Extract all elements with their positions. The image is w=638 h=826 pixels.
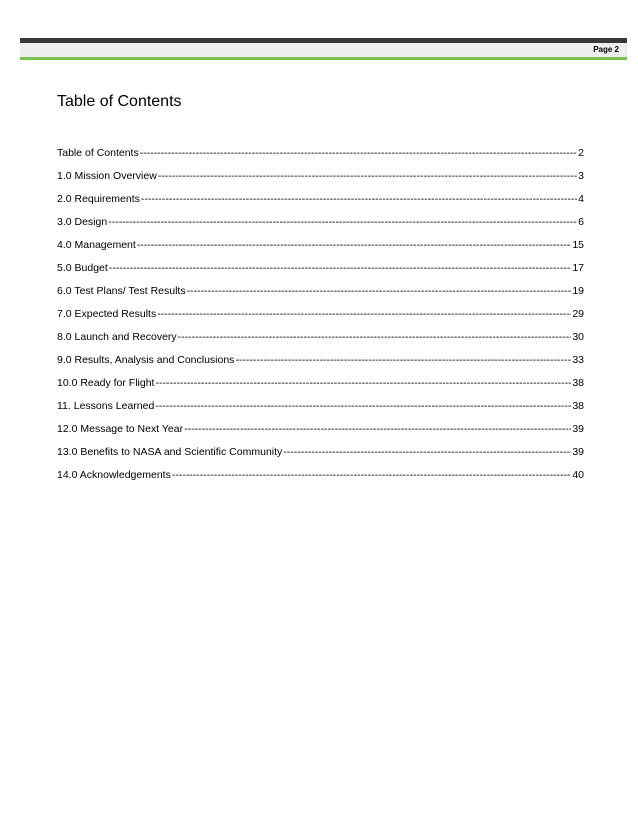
toc-dot-leader bbox=[187, 283, 572, 300]
toc-entry[interactable] bbox=[57, 168, 584, 191]
toc-entry-title: 2.0 Requirements bbox=[57, 193, 140, 205]
toc-entry-title: 4.0 Management bbox=[57, 239, 136, 251]
toc-list bbox=[57, 145, 584, 490]
toc-entry[interactable] bbox=[57, 145, 584, 168]
toc-entry-page-number: 30 bbox=[572, 331, 584, 343]
toc-entry-title: 14.0 Acknowledgements bbox=[57, 469, 171, 481]
toc-entry-page-number: 40 bbox=[572, 469, 584, 481]
toc-dot-leader bbox=[108, 214, 577, 231]
toc-entry-page-number: 15 bbox=[572, 239, 584, 251]
header-green-rule bbox=[20, 57, 627, 60]
toc-entry[interactable] bbox=[57, 375, 584, 398]
toc-entry-page-number: 19 bbox=[572, 285, 584, 297]
toc-entry-title: 8.0 Launch and Recovery bbox=[57, 331, 177, 343]
toc-entry[interactable] bbox=[57, 283, 584, 306]
toc-dot-leader bbox=[235, 352, 571, 369]
toc-entry[interactable] bbox=[57, 467, 584, 490]
toc-dot-leader bbox=[157, 306, 571, 323]
toc-dot-leader bbox=[283, 444, 571, 461]
toc-heading: Table of Contents bbox=[57, 93, 182, 110]
toc-entry-page-number: 38 bbox=[572, 377, 584, 389]
toc-entry-page-number: 38 bbox=[572, 400, 584, 412]
toc-entry[interactable] bbox=[57, 306, 584, 329]
toc-dot-leader bbox=[137, 237, 572, 254]
toc-entry[interactable] bbox=[57, 260, 584, 283]
toc-entry-page-number: 2 bbox=[578, 147, 584, 159]
toc-dot-leader bbox=[178, 329, 572, 346]
toc-entry[interactable] bbox=[57, 191, 584, 214]
toc-entry-title: 5.0 Budget bbox=[57, 262, 108, 274]
toc-entry-title: 3.0 Design bbox=[57, 216, 108, 228]
toc-dot-leader bbox=[184, 421, 571, 438]
toc-entry[interactable] bbox=[57, 237, 584, 260]
toc-entry-page-number: 17 bbox=[572, 262, 584, 274]
toc-entry[interactable] bbox=[57, 444, 584, 467]
toc-entry-page-number: 39 bbox=[572, 423, 584, 435]
toc-dot-leader bbox=[109, 260, 572, 277]
toc-entry[interactable] bbox=[57, 421, 584, 444]
toc-entry[interactable] bbox=[57, 352, 584, 375]
toc-dot-leader bbox=[155, 398, 571, 415]
toc-entry-title: 13.0 Benefits to NASA and Scientific Community bbox=[57, 446, 283, 458]
toc-entry-page-number: 33 bbox=[572, 354, 584, 366]
toc-entry-title: Table of Contents bbox=[57, 147, 139, 159]
page-header bbox=[20, 43, 627, 57]
toc-dot-leader bbox=[172, 467, 571, 484]
toc-entry-title: 11. Lessons Learned bbox=[57, 400, 155, 412]
toc-entry-page-number: 39 bbox=[572, 446, 584, 458]
toc-entry-page-number: 6 bbox=[578, 216, 584, 228]
toc-entry-page-number: 29 bbox=[572, 308, 584, 320]
toc-entry[interactable] bbox=[57, 214, 584, 237]
toc-entry[interactable] bbox=[57, 329, 584, 352]
toc-entry-title: 6.0 Test Plans/ Test Results bbox=[57, 285, 186, 297]
toc-entry-page-number: 4 bbox=[578, 193, 584, 205]
toc-entry-page-number: 3 bbox=[578, 170, 584, 182]
page-number-label: Page 2 bbox=[593, 45, 619, 54]
toc-entry-title: 9.0 Results, Analysis and Conclusions bbox=[57, 354, 235, 366]
toc-entry[interactable] bbox=[57, 398, 584, 421]
toc-dot-leader bbox=[140, 145, 577, 162]
toc-entry-title: 10.0 Ready for Flight bbox=[57, 377, 155, 389]
toc-dot-leader bbox=[158, 168, 577, 185]
toc-dot-leader bbox=[141, 191, 577, 208]
toc-entry-title: 1.0 Mission Overview bbox=[57, 170, 157, 182]
toc-entry-title: 7.0 Expected Results bbox=[57, 308, 157, 320]
toc-dot-leader bbox=[155, 375, 571, 392]
toc-entry-title: 12.0 Message to Next Year bbox=[57, 423, 184, 435]
